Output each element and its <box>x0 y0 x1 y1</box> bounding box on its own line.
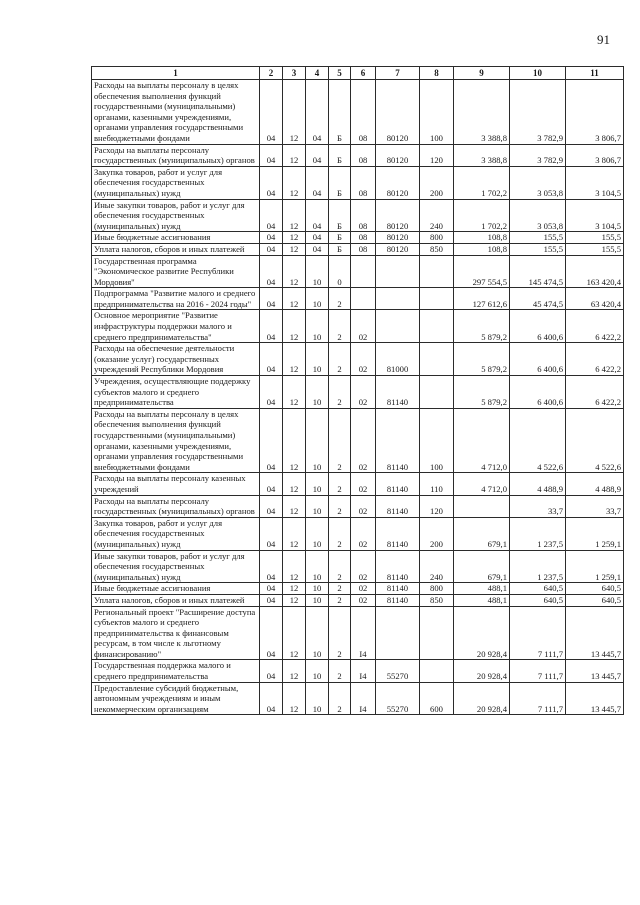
cell-amount-1: 20 928,4 <box>454 682 510 715</box>
cell-c5: Б <box>329 144 351 166</box>
cell-amount-3: 3 104,5 <box>566 166 624 199</box>
cell-c8: 850 <box>420 594 454 606</box>
cell-c3: 12 <box>283 517 306 550</box>
cell-c5: Б <box>329 243 351 255</box>
cell-amount-1: 108,8 <box>454 243 510 255</box>
cell-c6: 02 <box>351 343 376 376</box>
cell-amount-2: 7 111,7 <box>510 606 566 660</box>
cell-c4: 10 <box>306 660 329 682</box>
col-header-4: 4 <box>306 67 329 80</box>
cell-c6: 08 <box>351 199 376 232</box>
cell-c6: 08 <box>351 144 376 166</box>
cell-c5: 0 <box>329 255 351 288</box>
col-header-5: 5 <box>329 67 351 80</box>
cell-amount-2: 45 474,5 <box>510 288 566 310</box>
cell-amount-3: 6 422,2 <box>566 343 624 376</box>
cell-amount-1: 5 879,2 <box>454 343 510 376</box>
table-row <box>92 682 624 715</box>
cell-amount-3: 3 104,5 <box>566 199 624 232</box>
table-body <box>92 80 624 715</box>
cell-amount-3: 4 488,9 <box>566 473 624 495</box>
cell-c2: 04 <box>260 80 283 145</box>
cell-c6: 02 <box>351 517 376 550</box>
cell-c2: 04 <box>260 682 283 715</box>
header-row <box>92 67 624 80</box>
table-row <box>92 343 624 376</box>
cell-amount-1 <box>454 495 510 517</box>
cell-c3: 12 <box>283 255 306 288</box>
cell-c4: 10 <box>306 495 329 517</box>
cell-c7: 80120 <box>376 80 420 145</box>
cell-c3: 12 <box>283 376 306 409</box>
cell-c3: 12 <box>283 583 306 595</box>
row-name: Основное мероприятие "Развитие инфраструктуры поддержки малого и среднего предпринимательства" <box>92 310 260 343</box>
cell-amount-2: 3 053,8 <box>510 166 566 199</box>
cell-c3: 12 <box>283 343 306 376</box>
col-header-11: 11 <box>566 67 624 80</box>
table-row <box>92 199 624 232</box>
cell-c6: 08 <box>351 232 376 244</box>
cell-c5: 2 <box>329 660 351 682</box>
cell-c4: 04 <box>306 144 329 166</box>
cell-c7: 81140 <box>376 495 420 517</box>
cell-c8 <box>420 376 454 409</box>
cell-amount-1: 5 879,2 <box>454 310 510 343</box>
cell-c4: 10 <box>306 517 329 550</box>
row-name: Закупка товаров, работ и услуг для обеспечения государственных (муниципальных) нужд <box>92 166 260 199</box>
cell-c6: 02 <box>351 310 376 343</box>
cell-amount-3: 6 422,2 <box>566 310 624 343</box>
cell-c4: 10 <box>306 343 329 376</box>
cell-c2: 04 <box>260 199 283 232</box>
cell-amount-1: 1 702,2 <box>454 199 510 232</box>
cell-c2: 04 <box>260 376 283 409</box>
cell-c6: 02 <box>351 594 376 606</box>
cell-c8: 110 <box>420 473 454 495</box>
cell-amount-1: 1 702,2 <box>454 166 510 199</box>
cell-c6: 02 <box>351 473 376 495</box>
cell-c2: 04 <box>260 408 283 473</box>
cell-c5: 2 <box>329 606 351 660</box>
cell-c2: 04 <box>260 660 283 682</box>
cell-amount-3: 6 422,2 <box>566 376 624 409</box>
cell-c7: 81140 <box>376 408 420 473</box>
cell-c4: 04 <box>306 243 329 255</box>
cell-c7 <box>376 606 420 660</box>
table-row <box>92 550 624 583</box>
cell-c4: 04 <box>306 232 329 244</box>
row-name: Подпрограмма "Развитие малого и среднего предпринимательства на 2016 - 2024 годы" <box>92 288 260 310</box>
cell-c2: 04 <box>260 144 283 166</box>
row-name: Иные закупки товаров, работ и услуг для обеспечения государственных (муниципальных) нужд <box>92 199 260 232</box>
cell-c3: 12 <box>283 232 306 244</box>
cell-amount-3: 13 445,7 <box>566 682 624 715</box>
table-row <box>92 243 624 255</box>
table-row <box>92 310 624 343</box>
cell-amount-1: 5 879,2 <box>454 376 510 409</box>
cell-c6: 08 <box>351 243 376 255</box>
cell-amount-2: 1 237,5 <box>510 517 566 550</box>
cell-amount-3: 1 259,1 <box>566 517 624 550</box>
cell-c7: 55270 <box>376 682 420 715</box>
cell-c3: 12 <box>283 243 306 255</box>
table-row <box>92 606 624 660</box>
cell-c8: 100 <box>420 80 454 145</box>
cell-c2: 04 <box>260 243 283 255</box>
page-number: 91 <box>597 32 610 47</box>
cell-amount-2: 155,5 <box>510 243 566 255</box>
cell-c5: 2 <box>329 376 351 409</box>
col-header-2: 2 <box>260 67 283 80</box>
cell-amount-1: 488,1 <box>454 583 510 595</box>
cell-amount-1: 4 712,0 <box>454 408 510 473</box>
col-header-3: 3 <box>283 67 306 80</box>
cell-amount-3: 155,5 <box>566 243 624 255</box>
cell-c8 <box>420 310 454 343</box>
cell-c2: 04 <box>260 473 283 495</box>
cell-c5: 2 <box>329 517 351 550</box>
cell-c8: 120 <box>420 495 454 517</box>
row-name: Расходы на обеспечение деятельности (оказание услуг) государственных учреждений Республики Мордовия <box>92 343 260 376</box>
table-row <box>92 166 624 199</box>
cell-c8: 600 <box>420 682 454 715</box>
cell-amount-3: 3 806,7 <box>566 80 624 145</box>
table-row <box>92 376 624 409</box>
cell-c2: 04 <box>260 343 283 376</box>
cell-c8: 240 <box>420 199 454 232</box>
cell-c6: I4 <box>351 682 376 715</box>
cell-c4: 10 <box>306 682 329 715</box>
row-name: Иные бюджетные ассигнования <box>92 232 260 244</box>
cell-amount-3: 13 445,7 <box>566 606 624 660</box>
cell-c6: 02 <box>351 550 376 583</box>
cell-c7: 80120 <box>376 144 420 166</box>
cell-c2: 04 <box>260 594 283 606</box>
table-row <box>92 408 624 473</box>
row-name: Региональный проект "Расширение доступа субъектов малого и среднего предпринимательства к финансовым ресурсам, в том числе к льготному финансированию" <box>92 606 260 660</box>
cell-c5: Б <box>329 199 351 232</box>
cell-c7: 81140 <box>376 550 420 583</box>
row-name: Государственная поддержка малого и среднего предпринимательства <box>92 660 260 682</box>
cell-amount-2: 640,5 <box>510 594 566 606</box>
cell-c5: 2 <box>329 550 351 583</box>
cell-c2: 04 <box>260 232 283 244</box>
cell-c4: 04 <box>306 199 329 232</box>
cell-c5: 2 <box>329 473 351 495</box>
cell-amount-2: 33,7 <box>510 495 566 517</box>
cell-c4: 10 <box>306 473 329 495</box>
table-row <box>92 144 624 166</box>
cell-c8: 200 <box>420 517 454 550</box>
cell-amount-2: 3 053,8 <box>510 199 566 232</box>
cell-amount-2: 1 237,5 <box>510 550 566 583</box>
cell-c7 <box>376 288 420 310</box>
cell-amount-3: 155,5 <box>566 232 624 244</box>
cell-amount-1: 3 388,8 <box>454 80 510 145</box>
cell-c4: 04 <box>306 80 329 145</box>
cell-c2: 04 <box>260 550 283 583</box>
cell-c3: 12 <box>283 288 306 310</box>
table-row <box>92 495 624 517</box>
cell-c7: 81140 <box>376 594 420 606</box>
row-name: Расходы на выплаты персоналу казенных учреждений <box>92 473 260 495</box>
cell-amount-2: 6 400,6 <box>510 376 566 409</box>
row-name: Уплата налогов, сборов и иных платежей <box>92 594 260 606</box>
cell-c3: 12 <box>283 682 306 715</box>
cell-amount-1: 679,1 <box>454 517 510 550</box>
cell-c2: 04 <box>260 606 283 660</box>
cell-amount-3: 163 420,4 <box>566 255 624 288</box>
cell-c7: 81140 <box>376 376 420 409</box>
cell-c4: 10 <box>306 594 329 606</box>
row-name: Предоставление субсидий бюджетным, автономным учреждениям и иным некоммерческим организациям <box>92 682 260 715</box>
cell-c6 <box>351 255 376 288</box>
row-name: Иные закупки товаров, работ и услуг для обеспечения государственных (муниципальных) нужд <box>92 550 260 583</box>
cell-c4: 10 <box>306 255 329 288</box>
cell-c8: 800 <box>420 232 454 244</box>
cell-amount-2: 4 488,9 <box>510 473 566 495</box>
cell-c2: 04 <box>260 310 283 343</box>
cell-c8 <box>420 606 454 660</box>
row-name: Уплата налогов, сборов и иных платежей <box>92 243 260 255</box>
row-name: Закупка товаров, работ и услуг для обеспечения государственных (муниципальных) нужд <box>92 517 260 550</box>
cell-c2: 04 <box>260 255 283 288</box>
cell-c5: Б <box>329 80 351 145</box>
cell-c5: Б <box>329 232 351 244</box>
cell-c5: 2 <box>329 343 351 376</box>
budget-table <box>91 66 624 715</box>
cell-c7: 80120 <box>376 232 420 244</box>
cell-c3: 12 <box>283 660 306 682</box>
cell-amount-3: 63 420,4 <box>566 288 624 310</box>
table-row <box>92 660 624 682</box>
cell-c8: 800 <box>420 583 454 595</box>
cell-c3: 12 <box>283 166 306 199</box>
col-header-10: 10 <box>510 67 566 80</box>
cell-c8 <box>420 343 454 376</box>
cell-c3: 12 <box>283 80 306 145</box>
cell-c5: 2 <box>329 288 351 310</box>
cell-amount-1: 679,1 <box>454 550 510 583</box>
cell-c4: 10 <box>306 408 329 473</box>
row-name: Расходы на выплаты персоналу государственных (муниципальных) органов <box>92 144 260 166</box>
cell-c6: 02 <box>351 408 376 473</box>
cell-c8: 100 <box>420 408 454 473</box>
cell-amount-3: 3 806,7 <box>566 144 624 166</box>
cell-c5: Б <box>329 166 351 199</box>
cell-c3: 12 <box>283 473 306 495</box>
cell-c8 <box>420 660 454 682</box>
cell-c6: 08 <box>351 80 376 145</box>
row-name: Учреждения, осуществляющие поддержку субъектов малого и среднего предпринимательства <box>92 376 260 409</box>
cell-amount-3: 1 259,1 <box>566 550 624 583</box>
cell-amount-2: 7 111,7 <box>510 682 566 715</box>
cell-c8: 850 <box>420 243 454 255</box>
cell-c2: 04 <box>260 495 283 517</box>
cell-c4: 10 <box>306 310 329 343</box>
cell-amount-1: 297 554,5 <box>454 255 510 288</box>
table-row <box>92 594 624 606</box>
cell-amount-1: 20 928,4 <box>454 660 510 682</box>
row-name: Расходы на выплаты персоналу в целях обеспечения выполнения функций государственными (муниципальными) органами, казенными учреждениями, органами управления государственными внебюджетными фондами <box>92 80 260 145</box>
cell-amount-2: 155,5 <box>510 232 566 244</box>
cell-amount-3: 640,5 <box>566 583 624 595</box>
cell-c3: 12 <box>283 408 306 473</box>
cell-c4: 10 <box>306 376 329 409</box>
cell-c3: 12 <box>283 199 306 232</box>
cell-c8: 200 <box>420 166 454 199</box>
cell-c6: 02 <box>351 495 376 517</box>
cell-c5: 2 <box>329 583 351 595</box>
cell-c4: 10 <box>306 288 329 310</box>
cell-c6: I4 <box>351 660 376 682</box>
cell-c3: 12 <box>283 495 306 517</box>
col-header-7: 7 <box>376 67 420 80</box>
cell-c7: 81140 <box>376 473 420 495</box>
cell-c8 <box>420 288 454 310</box>
cell-c4: 04 <box>306 166 329 199</box>
cell-c2: 04 <box>260 288 283 310</box>
cell-c2: 04 <box>260 517 283 550</box>
cell-c8 <box>420 255 454 288</box>
cell-c3: 12 <box>283 594 306 606</box>
cell-amount-2: 3 782,9 <box>510 80 566 145</box>
cell-c3: 12 <box>283 606 306 660</box>
table-row <box>92 473 624 495</box>
cell-amount-1: 20 928,4 <box>454 606 510 660</box>
cell-c6: 08 <box>351 166 376 199</box>
cell-c8: 240 <box>420 550 454 583</box>
row-name: Государственная программа "Экономическое развитие Республики Мордовия" <box>92 255 260 288</box>
cell-c7 <box>376 310 420 343</box>
cell-amount-2: 7 111,7 <box>510 660 566 682</box>
table-row <box>92 517 624 550</box>
cell-amount-2: 6 400,6 <box>510 310 566 343</box>
table-row <box>92 583 624 595</box>
cell-c7: 80120 <box>376 166 420 199</box>
cell-amount-1: 488,1 <box>454 594 510 606</box>
table-row <box>92 255 624 288</box>
cell-amount-1: 4 712,0 <box>454 473 510 495</box>
cell-c5: 2 <box>329 495 351 517</box>
cell-amount-3: 13 445,7 <box>566 660 624 682</box>
cell-amount-2: 4 522,6 <box>510 408 566 473</box>
cell-c6 <box>351 288 376 310</box>
cell-amount-2: 145 474,5 <box>510 255 566 288</box>
col-header-1: 1 <box>92 67 260 80</box>
cell-c3: 12 <box>283 310 306 343</box>
cell-amount-3: 33,7 <box>566 495 624 517</box>
cell-c7: 80120 <box>376 199 420 232</box>
cell-amount-3: 4 522,6 <box>566 408 624 473</box>
table-row <box>92 80 624 145</box>
cell-c7: 55270 <box>376 660 420 682</box>
cell-amount-3: 640,5 <box>566 594 624 606</box>
cell-c5: 2 <box>329 310 351 343</box>
cell-c2: 04 <box>260 583 283 595</box>
row-name: Расходы на выплаты персоналу государственных (муниципальных) органов <box>92 495 260 517</box>
cell-amount-1: 108,8 <box>454 232 510 244</box>
cell-c6: 02 <box>351 583 376 595</box>
row-name: Расходы на выплаты персоналу в целях обеспечения выполнения функций государственными (муниципальными) органами, казенными учреждениями, органами управления государственными внебюджетными фондами <box>92 408 260 473</box>
cell-c6: I4 <box>351 606 376 660</box>
cell-c7: 81140 <box>376 517 420 550</box>
cell-c7: 80120 <box>376 243 420 255</box>
cell-c5: 2 <box>329 408 351 473</box>
cell-c5: 2 <box>329 682 351 715</box>
cell-c7 <box>376 255 420 288</box>
cell-c3: 12 <box>283 550 306 583</box>
cell-amount-2: 6 400,6 <box>510 343 566 376</box>
row-name: Иные бюджетные ассигнования <box>92 583 260 595</box>
cell-amount-2: 3 782,9 <box>510 144 566 166</box>
cell-amount-1: 127 612,6 <box>454 288 510 310</box>
col-header-8: 8 <box>420 67 454 80</box>
cell-c3: 12 <box>283 144 306 166</box>
table-row <box>92 232 624 244</box>
cell-c8: 120 <box>420 144 454 166</box>
cell-c5: 2 <box>329 594 351 606</box>
table-row <box>92 288 624 310</box>
cell-c7: 81140 <box>376 583 420 595</box>
cell-c4: 10 <box>306 550 329 583</box>
cell-c7: 81000 <box>376 343 420 376</box>
cell-c4: 10 <box>306 606 329 660</box>
cell-amount-2: 640,5 <box>510 583 566 595</box>
col-header-6: 6 <box>351 67 376 80</box>
col-header-9: 9 <box>454 67 510 80</box>
cell-c4: 10 <box>306 583 329 595</box>
cell-c6: 02 <box>351 376 376 409</box>
cell-amount-1: 3 388,8 <box>454 144 510 166</box>
cell-c2: 04 <box>260 166 283 199</box>
